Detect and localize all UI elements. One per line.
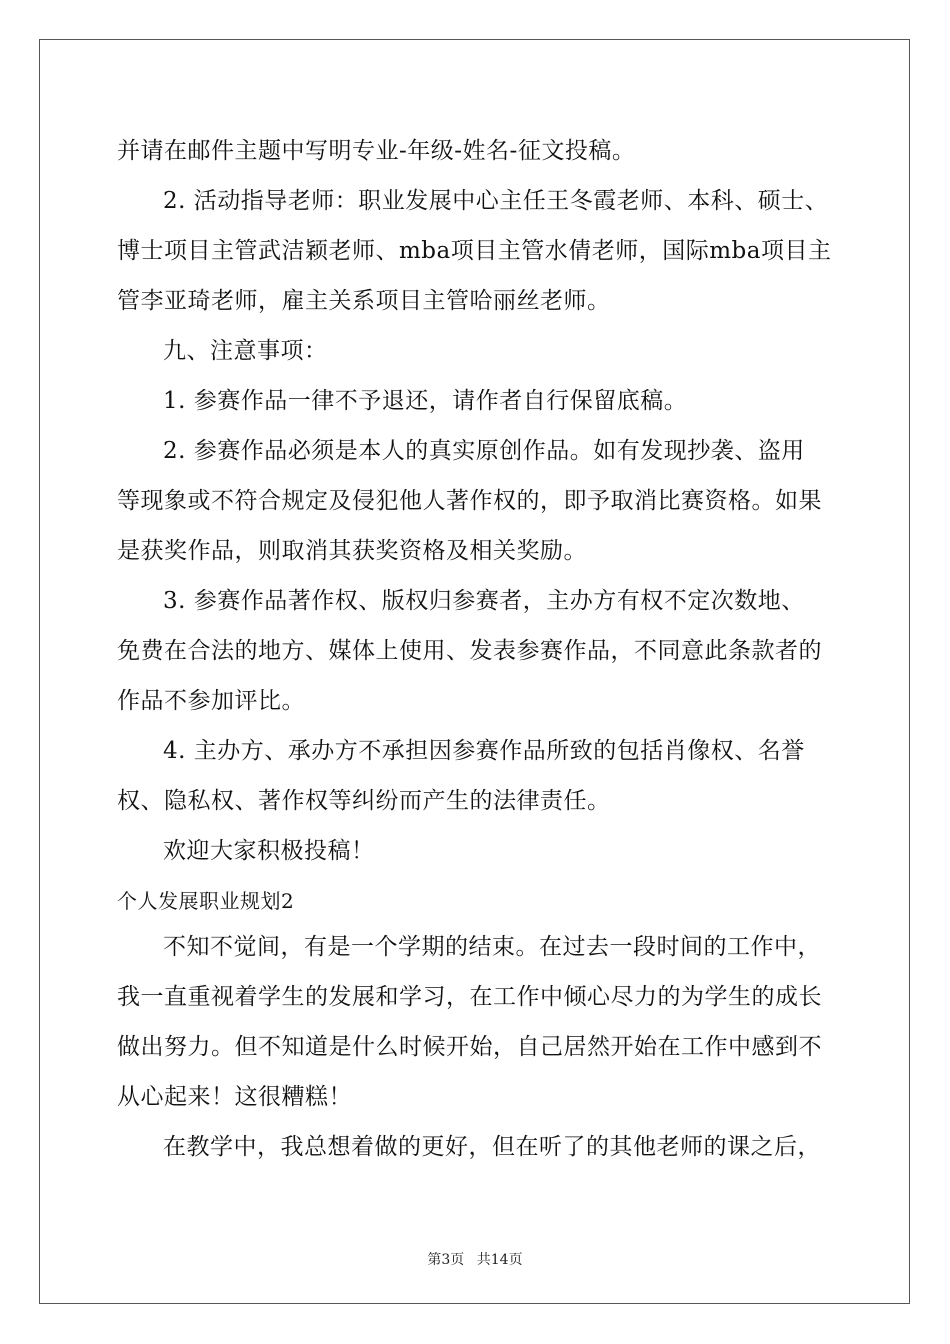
text-line: 欢迎大家积极投稿！ bbox=[163, 838, 375, 864]
article-title: 个人发展职业规划2 bbox=[117, 889, 295, 913]
page-number: 第3页 bbox=[427, 1252, 465, 1268]
page-border bbox=[39, 39, 910, 1304]
section-heading: 九、注意事项： bbox=[163, 338, 328, 364]
text-line: 是获奖作品，则取消其获奖资格及相关奖励。 bbox=[117, 538, 587, 564]
text-line: 作品不参加评比。 bbox=[117, 688, 305, 714]
text-line: 4. 主办方、承办方不承担因参赛作品所致的包括肖像权、名誉 bbox=[163, 738, 805, 764]
text-line: 1. 参赛作品一律不予退还，请作者自行保留底稿。 bbox=[163, 388, 688, 414]
text-line: 从心起来！这很糟糕！ bbox=[117, 1084, 352, 1110]
text-line: 博士项目主管武洁颖老师、mba项目主管水倩老师，国际mba项目主 bbox=[117, 238, 832, 264]
text-line: 做出努力。但不知道是什么时候开始，自己居然开始在工作中感到不 bbox=[117, 1034, 822, 1060]
text-line: 2. 活动指导老师：职业发展中心主任王冬霞老师、本科、硕士、 bbox=[163, 188, 829, 214]
text-line: 2. 参赛作品必须是本人的真实原创作品。如有发现抄袭、盗用 bbox=[163, 438, 805, 464]
text-line: 不知不觉间，有是一个学期的结束。在过去一段时间的工作中， bbox=[163, 934, 821, 960]
page-footer bbox=[0, 1249, 950, 1269]
text-line: 管李亚琦老师，雇主关系项目主管哈丽丝老师。 bbox=[117, 288, 611, 314]
text-line: 3. 参赛作品著作权、版权归参赛者，主办方有权不定次数地、 bbox=[163, 588, 805, 614]
text-line: 在教学中，我总想着做的更好，但在听了的其他老师的课之后， bbox=[163, 1134, 821, 1160]
text-line: 权、隐私权、著作权等纠纷而产生的法律责任。 bbox=[117, 788, 611, 814]
text-line: 我一直重视着学生的发展和学习，在工作中倾心尽力的为学生的成长 bbox=[117, 984, 822, 1010]
page-total: 共14页 bbox=[476, 1252, 523, 1268]
text-line: 等现象或不符合规定及侵犯他人著作权的，即予取消比赛资格。如果 bbox=[117, 488, 822, 514]
text-line: 并请在邮件主题中写明专业-年级-姓名-征文投稿。 bbox=[117, 138, 636, 164]
text-line: 免费在合法的地方、媒体上使用、发表参赛作品，不同意此条款者的 bbox=[117, 638, 822, 664]
